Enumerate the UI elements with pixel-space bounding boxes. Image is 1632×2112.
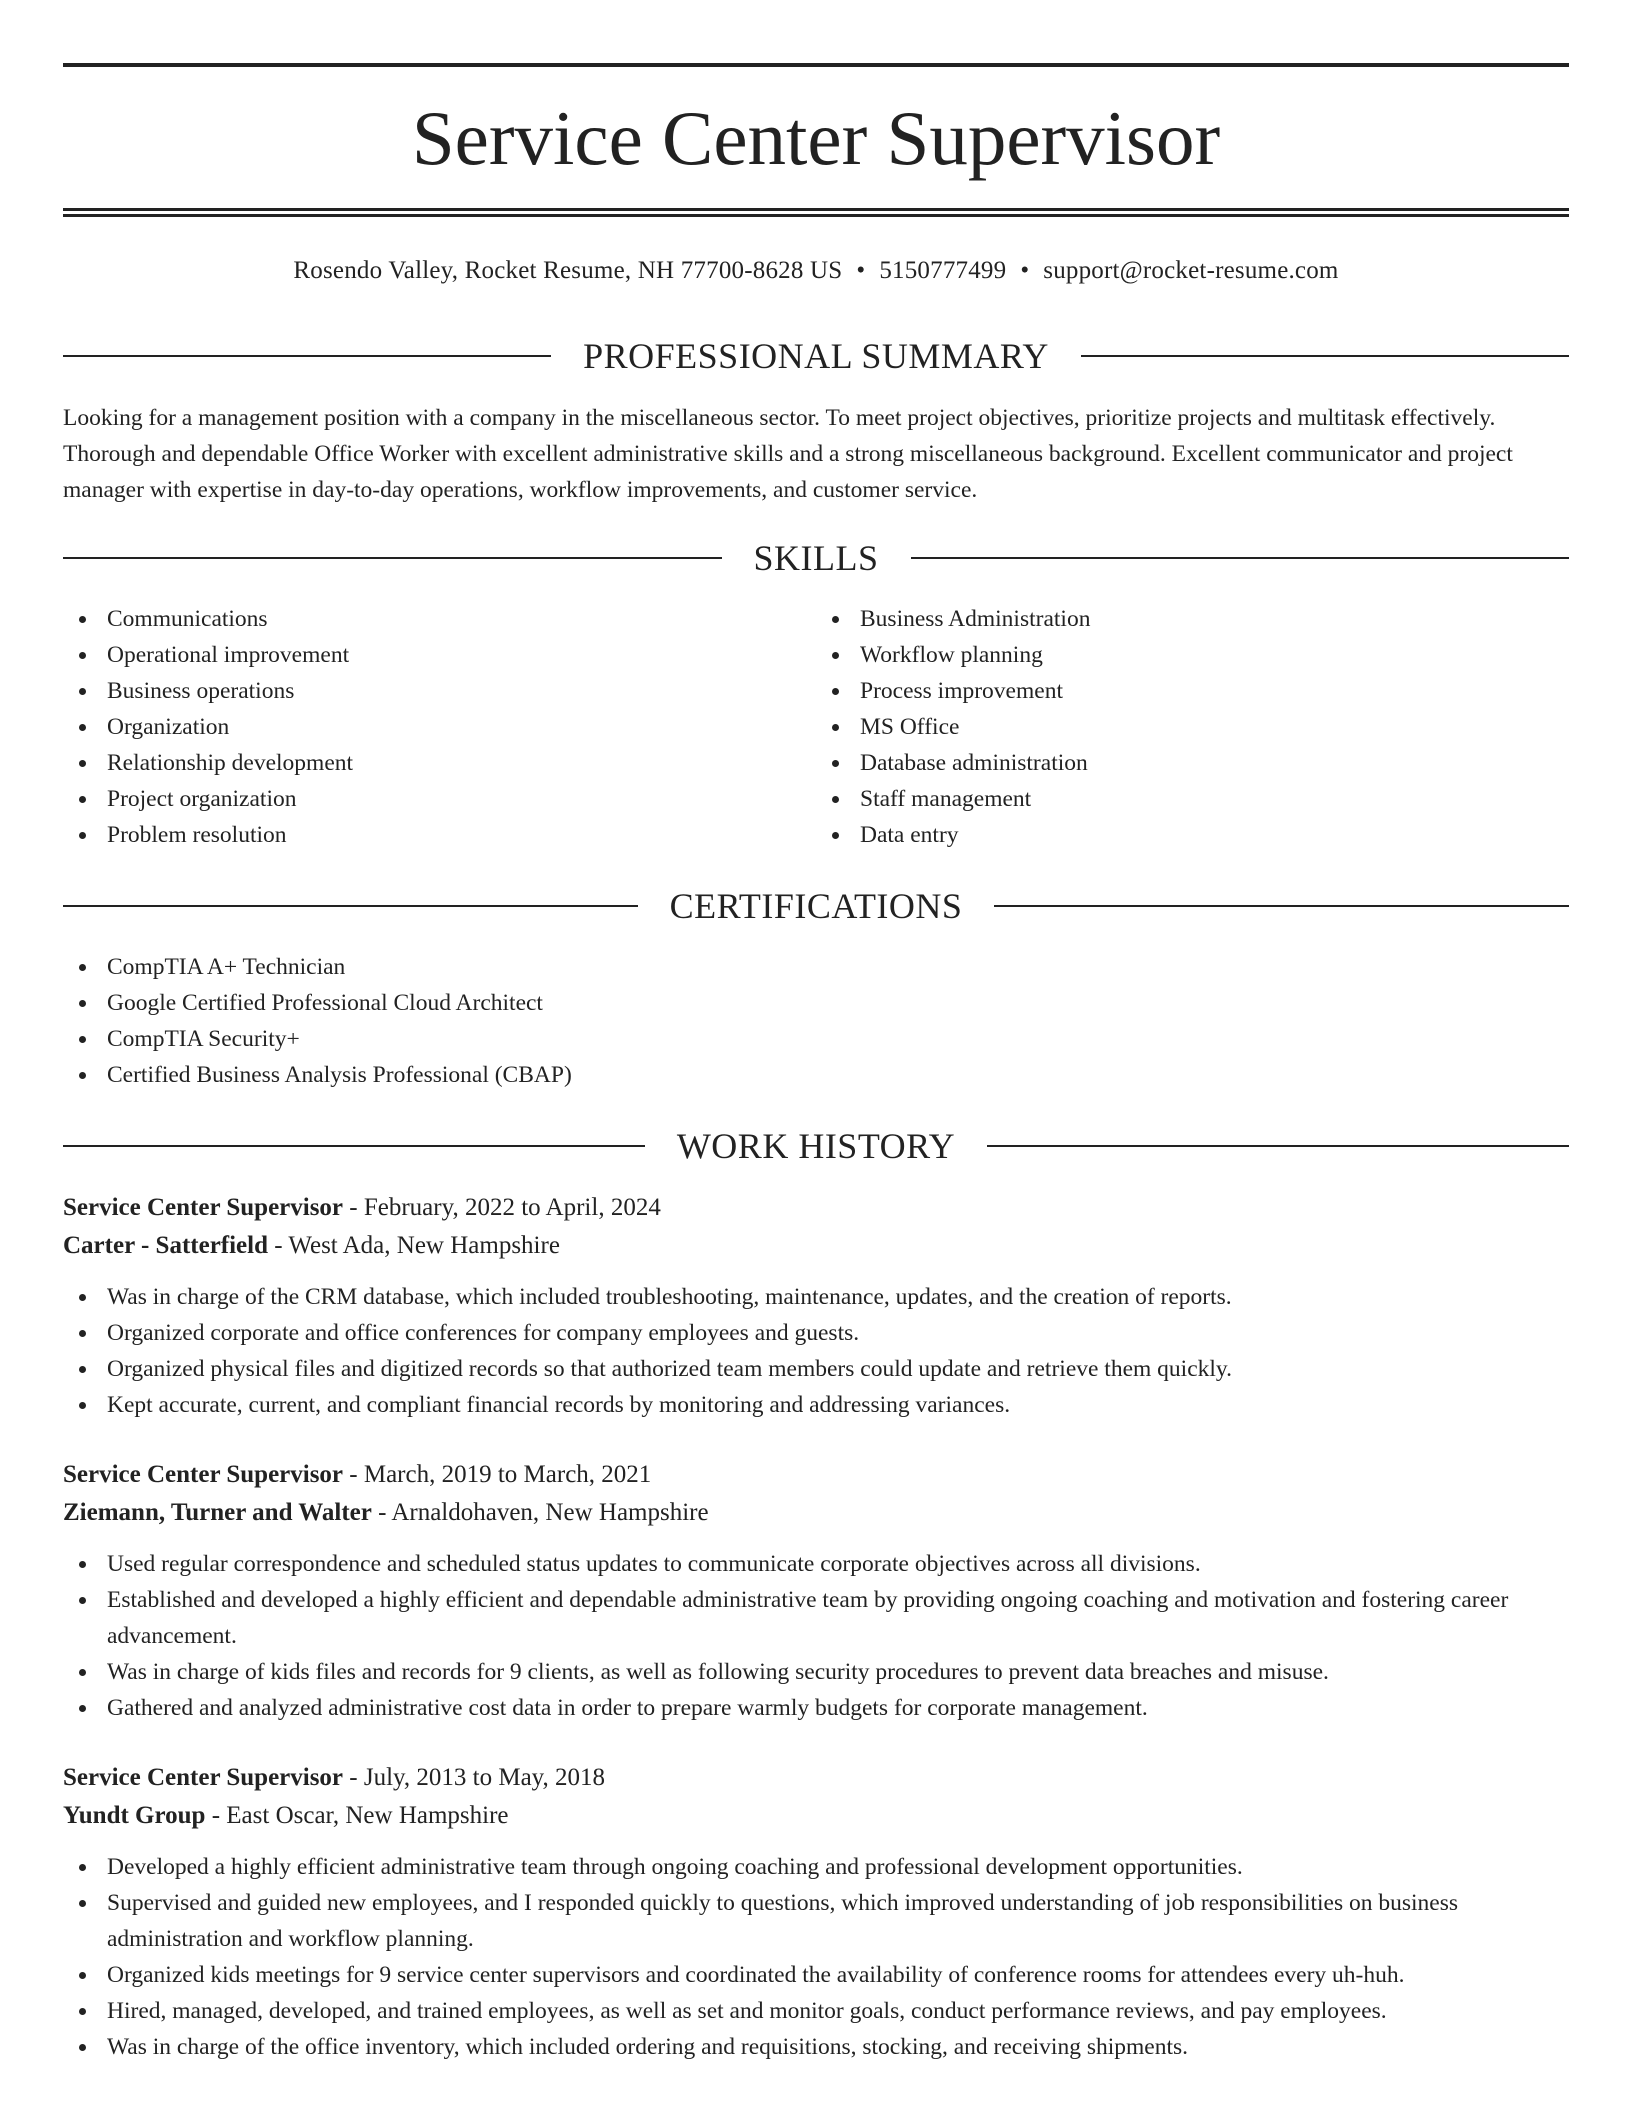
job-title-line bbox=[63, 1189, 1569, 1227]
skill-item: Project organization bbox=[63, 781, 816, 817]
job-title: Service Center Supervisor bbox=[63, 1461, 344, 1488]
certification-item: CompTIA Security+ bbox=[63, 1021, 1569, 1057]
skills-column-left bbox=[63, 601, 816, 853]
heading-rule bbox=[63, 1145, 645, 1147]
job-bullets bbox=[63, 1279, 1569, 1423]
heading-rule bbox=[63, 557, 722, 559]
heading-rule bbox=[994, 905, 1569, 907]
skill-item: Communications bbox=[63, 601, 816, 637]
job-bullet: Established and developed a highly efficient and dependable administrative team by providing ongoing coaching and motivation and fostering career advancement. bbox=[63, 1582, 1569, 1654]
job-company-line bbox=[63, 1797, 1569, 1835]
certification-item: Certified Business Analysis Professional (CBAP) bbox=[63, 1057, 1569, 1093]
job-company: Carter - Satterfield bbox=[63, 1232, 269, 1259]
job-dates: - July, 2013 to May, 2018 bbox=[343, 1764, 606, 1791]
skill-item: Data entry bbox=[816, 817, 1569, 853]
section-heading-summary bbox=[63, 334, 1569, 378]
job-company-line bbox=[63, 1494, 1569, 1532]
skill-item: Workflow planning bbox=[816, 637, 1569, 673]
certification-item: Google Certified Professional Cloud Architect bbox=[63, 985, 1569, 1021]
section-title: CERTIFICATIONS bbox=[669, 886, 963, 926]
skills-list bbox=[63, 601, 1569, 853]
job-bullet: Developed a highly efficient administrative team through ongoing coaching and professional development opportunities. bbox=[63, 1849, 1569, 1885]
job-bullet: Gathered and analyzed administrative cost data in order to prepare warmly budgets for corporate management. bbox=[63, 1690, 1569, 1726]
job-title-line bbox=[63, 1759, 1569, 1797]
job-title-line bbox=[63, 1456, 1569, 1494]
resume-name: Service Center Supervisor bbox=[411, 95, 1221, 181]
section-heading-work-history bbox=[63, 1124, 1569, 1168]
contact-phone[interactable]: 5150777499 bbox=[879, 257, 1007, 284]
contact-separator: • bbox=[1020, 257, 1030, 284]
heading-rule bbox=[63, 905, 638, 907]
summary-paragraph: Looking for a management position with a company in the miscellaneous sector. To meet project objectives, prioritize projects and multitask effectively. Thorough and dependable Office Worker with excellent administrative skills and a strong miscellaneous background. Excellent communicator and project manager with expertise in day-to-day operations, workflow improvements, and customer service. bbox=[63, 405, 1513, 503]
job-entry bbox=[63, 1456, 1569, 1726]
job-bullet: Hired, managed, developed, and trained employees, as well as set and monitor goals, conduct performance reviews, and pay employees. bbox=[63, 1993, 1569, 2029]
contact-email[interactable]: support@rocket-resume.com bbox=[1043, 257, 1339, 284]
job-title: Service Center Supervisor bbox=[63, 1194, 344, 1221]
job-location: - East Oscar, New Hampshire bbox=[205, 1802, 509, 1829]
job-entry bbox=[63, 1189, 1569, 1423]
contact-separator: • bbox=[856, 257, 866, 284]
job-bullet: Was in charge of the CRM database, which included troubleshooting, maintenance, updates, and the creation of reports. bbox=[63, 1279, 1569, 1315]
job-bullets bbox=[63, 1546, 1569, 1726]
top-rule bbox=[63, 63, 1569, 67]
skill-item: Process improvement bbox=[816, 673, 1569, 709]
heading-rule bbox=[987, 1145, 1569, 1147]
job-bullet: Supervised and guided new employees, and I responded quickly to questions, which improved understanding of job responsibilities on business administration and workflow planning. bbox=[63, 1885, 1569, 1957]
skill-item: Problem resolution bbox=[63, 817, 816, 853]
job-location: - Arnaldohaven, New Hampshire bbox=[371, 1499, 709, 1526]
skill-item: MS Office bbox=[816, 709, 1569, 745]
skill-item: Staff management bbox=[816, 781, 1569, 817]
section-title: SKILLS bbox=[753, 538, 879, 578]
certifications-list bbox=[63, 949, 1569, 1093]
header-double-rule bbox=[63, 208, 1569, 217]
heading-rule bbox=[63, 355, 551, 357]
skill-item: Business Administration bbox=[816, 601, 1569, 637]
job-bullet: Organized kids meetings for 9 service center supervisors and coordinated the availability of conference rooms for attendees every uh-huh. bbox=[63, 1957, 1569, 1993]
heading-rule bbox=[911, 557, 1570, 559]
job-bullet: Organized physical files and digitized records so that authorized team members could update and retrieve them quickly. bbox=[63, 1351, 1569, 1387]
job-bullet: Used regular correspondence and scheduled status updates to communicate corporate objectives across all divisions. bbox=[63, 1546, 1569, 1582]
job-bullet: Was in charge of the office inventory, which included ordering and requisitions, stocking, and receiving shipments. bbox=[63, 2029, 1569, 2065]
section-title: PROFESSIONAL SUMMARY bbox=[583, 336, 1049, 376]
contact-line bbox=[63, 254, 1569, 288]
job-dates: - February, 2022 to April, 2024 bbox=[343, 1194, 661, 1221]
heading-rule bbox=[1081, 355, 1569, 357]
job-bullet: Kept accurate, current, and compliant financial records by monitoring and addressing variances. bbox=[63, 1387, 1569, 1423]
job-company: Yundt Group bbox=[63, 1802, 206, 1829]
section-heading-certifications bbox=[63, 884, 1569, 928]
skill-item: Relationship development bbox=[63, 745, 816, 781]
job-title: Service Center Supervisor bbox=[63, 1764, 344, 1791]
skill-item: Organization bbox=[63, 709, 816, 745]
skill-item: Operational improvement bbox=[63, 637, 816, 673]
certification-item: CompTIA A+ Technician bbox=[63, 949, 1569, 985]
skill-item: Business operations bbox=[63, 673, 816, 709]
skills-column-right bbox=[816, 601, 1569, 853]
job-bullet: Organized corporate and office conferences for company employees and guests. bbox=[63, 1315, 1569, 1351]
contact-address: Rosendo Valley, Rocket Resume, NH 77700-8628 US bbox=[293, 257, 843, 284]
job-bullet: Was in charge of kids files and records for 9 clients, as well as following security procedures to prevent data breaches and misuse. bbox=[63, 1654, 1569, 1690]
job-company: Ziemann, Turner and Walter bbox=[63, 1499, 372, 1526]
job-location: - West Ada, New Hampshire bbox=[268, 1232, 560, 1259]
section-heading-skills bbox=[63, 536, 1569, 580]
work-history-list bbox=[63, 1189, 1569, 2098]
section-title: WORK HISTORY bbox=[676, 1126, 956, 1166]
skill-item: Database administration bbox=[816, 745, 1569, 781]
job-entry bbox=[63, 1759, 1569, 2065]
job-company-line bbox=[63, 1227, 1569, 1265]
job-dates: - March, 2019 to March, 2021 bbox=[343, 1461, 652, 1488]
job-bullets bbox=[63, 1849, 1569, 2065]
